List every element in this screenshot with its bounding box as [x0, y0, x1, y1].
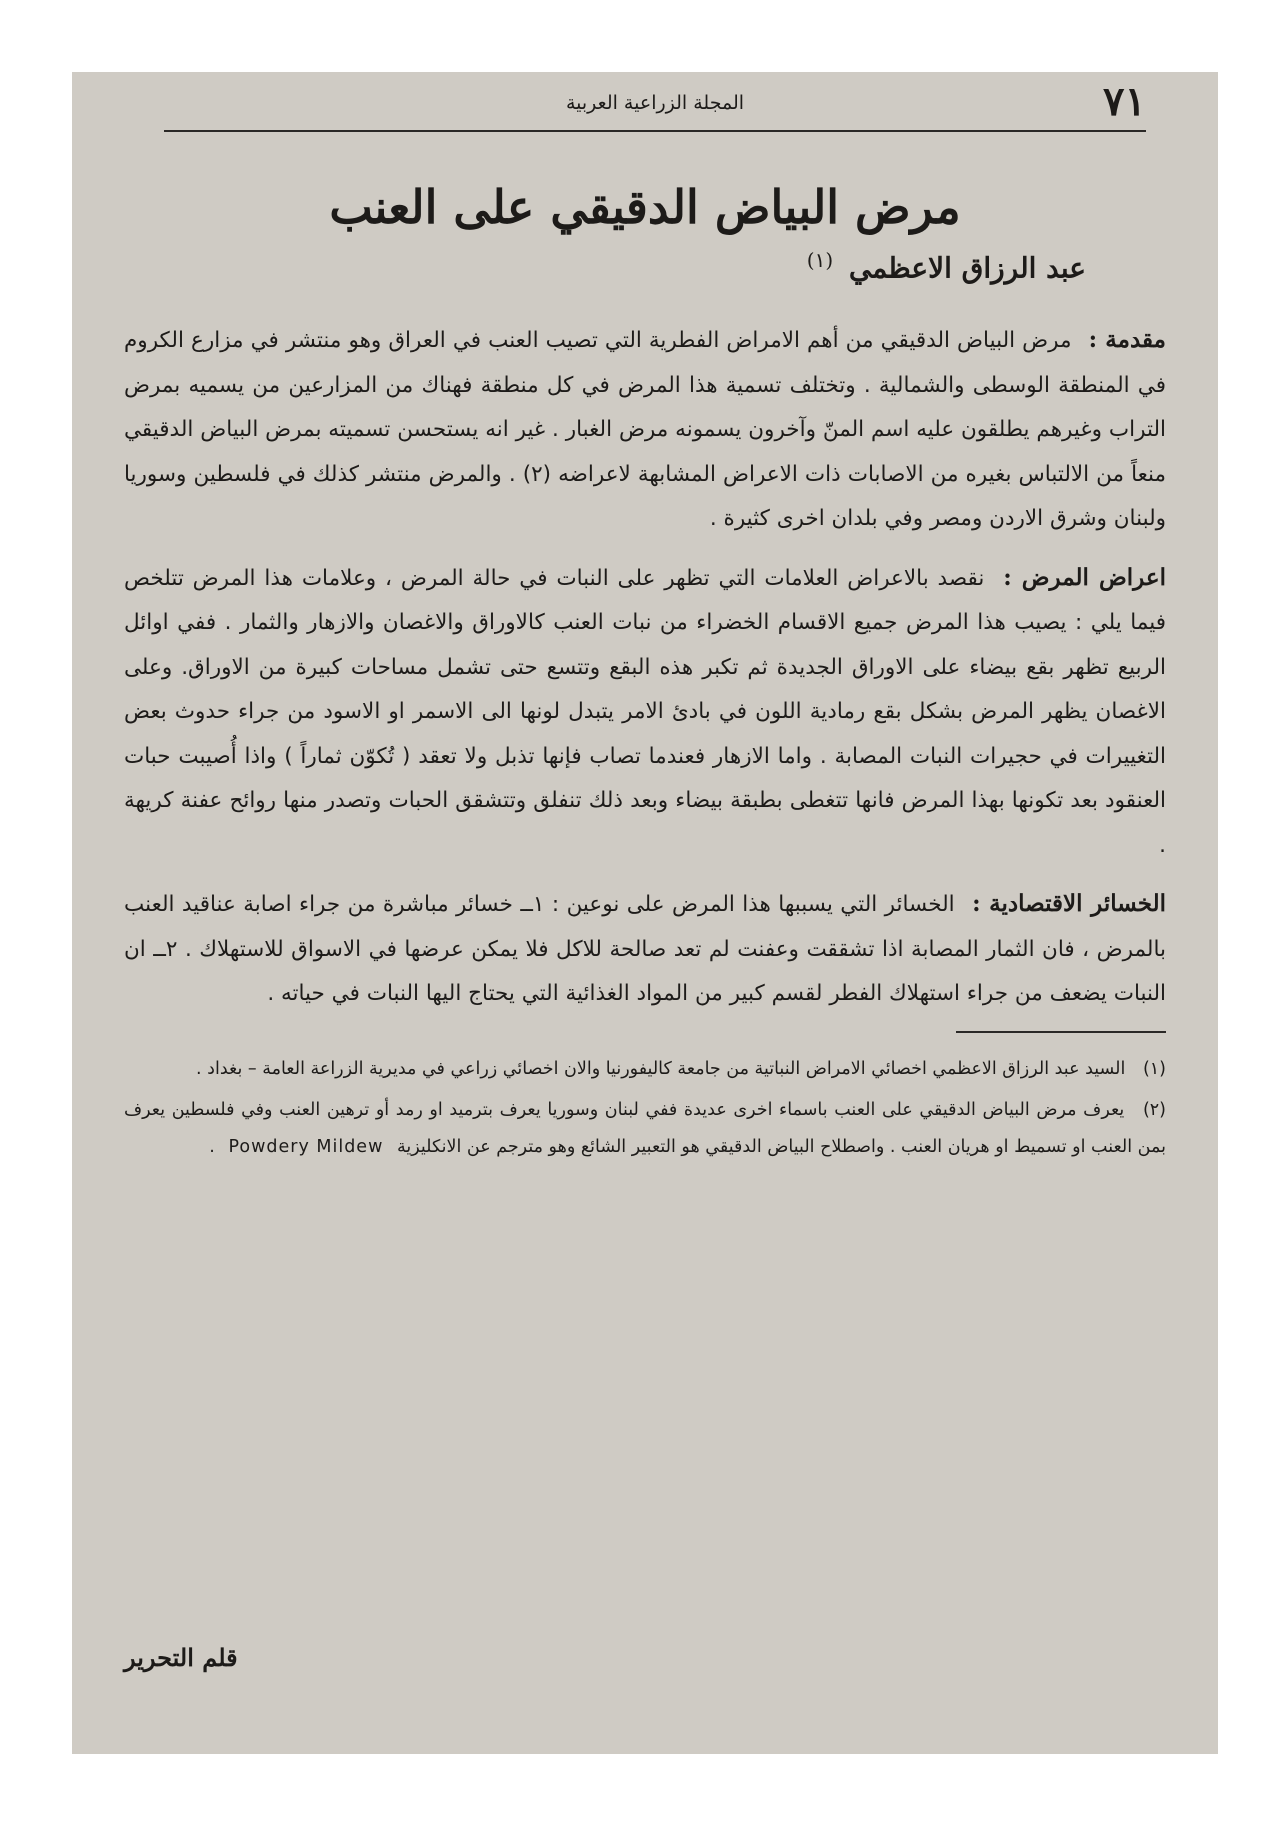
footnote-end: . [209, 1136, 215, 1157]
section-body: نقصد بالاعراض العلامات التي تظهر على النبات في حالة المرض ، وعلامات هذا المرض تتلخص فيما يلي : يصيب هذا المرض جميع الاقسام الخضراء من نبات العنب كالاوراق والاغصان والازهار والثمار . ففي اوائل الربيع تظهر بقع بيضاء على الاوراق الجديدة ثم تكبر هذه البقع وتتسع حتى تشمل مساحات كبيرة من الاوراق. وعلى الاغصان يظهر المرض بشكل بقع رمادية اللون في بادئ الامر يتبدل لونها الى الاسمر او الاسود من جراء حدوث بعض التغييرات في حجيرات النبات المصابة . واما الازهار فعندما تصاب فإنها تذبل ولا تعقد ( تُكوّن ثماراً ) واذا أُصيبت حبات العنقود بعد تكونها بهذا المرض فانها تتغطى بطبقة بيضاء وبعد ذلك تنفلق وتتشقق الحبات وتصدر منها روائح عفنة كريهة . [124, 565, 1166, 858]
section-heading: الخسائر الاقتصادية : [972, 890, 1166, 918]
journal-name: المجلة الزراعية العربية [565, 92, 745, 114]
footnote-1 [124, 1051, 1166, 1088]
footnote-latin-term: Powdery Mildew [228, 1136, 384, 1157]
footnote-text: السيد عبد الرزاق الاعظمي اخصائي الامراض النباتية من جامعة كاليفورنيا والان اخصائي زراعي في مديرية الزراعة العامة – بغداد . [196, 1058, 1126, 1079]
section-body: الخسائر التي يسببها هذا المرض على نوعين : ١ــ خسائر مباشرة من جراء اصابة عناقيد العنب بالمرض ، فان الثمار المصابة اذا تشققت وعفنت لم تعد صالحة للاكل فلا يمكن عرضها في الاسواق للاستهلاك . ٢ــ ان النبات يضعف من جراء استهلاك الفطر لقسم كبير من المواد الغذائية التي يحتاج اليها النبات في حياته . [124, 892, 1166, 1007]
section-introduction [124, 318, 1166, 542]
running-header [164, 78, 1146, 132]
section-heading: مقدمة : [1088, 326, 1166, 354]
article-title: مرض البياض الدقيقي على العنب [329, 180, 961, 234]
section-symptoms [124, 556, 1166, 869]
footnote-divider [956, 1031, 1166, 1033]
section-body: مرض البياض الدقيقي من أهم الامراض الفطرية التي تصيب العنب في العراق وهو منتشر في مزارع الكروم في المنطقة الوسطى والشمالية . وتختلف تسمية هذا المرض في كل منطقة فهناك من المزارعين من يسميه بمرض التراب وغيرهم يطلقون عليه اسم المنّ وآخرون يسمونه مرض الغبار . غير انه يستحسن تسميته بمرض البياض الدقيقي منعاً من الالتباس بغيره من الاصابات ذات الاعراض المشابهة لاعراضه (٢) . والمرض منتشر كذلك في فلسطين وسوريا ولبنان وشرق الاردن ومصر وفي بلدان اخرى كثيرة . [124, 328, 1166, 532]
footnote-number: (٢) [1142, 1099, 1166, 1120]
footnote-2 [124, 1092, 1166, 1166]
editorial-signature: قلم التحرير [124, 1643, 238, 1672]
document-page [72, 72, 1218, 1754]
section-economic-losses [124, 882, 1166, 1017]
footnote-text: يعرف مرض البياض الدقيقي على العنب باسماء اخرى عديدة ففي لبنان وسوريا يعرف بترميد او رمد أو ترهين العنب وفي فلسطين يعرف بمن العنب او تسميط او هريان العنب . واصطلاح البياض الدقيقي هو التعبير الشائع وهو مترجم عن الانكليزية [124, 1099, 1166, 1157]
author-name: عبد الرزاق الاعظمي [848, 251, 1086, 285]
author-line [124, 248, 1086, 284]
section-heading: اعراض المرض : [1003, 563, 1166, 591]
page-number: ٧١ [1103, 78, 1146, 125]
author-footnote-marker: (١) [806, 248, 834, 272]
footnote-number: (١) [1142, 1058, 1166, 1079]
